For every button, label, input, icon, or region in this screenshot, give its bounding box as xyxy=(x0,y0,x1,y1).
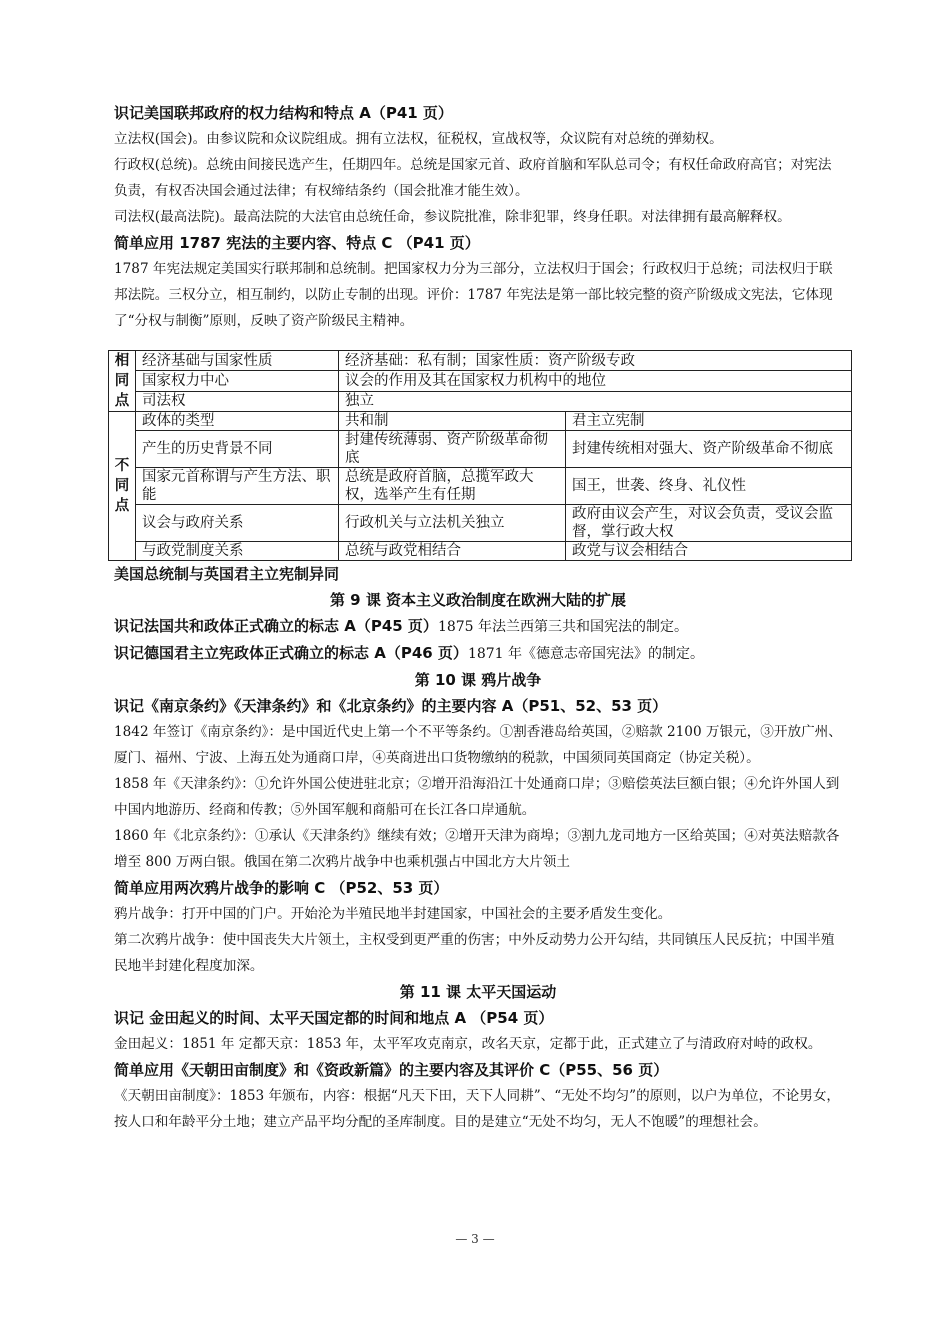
section-heading: 识记《南京条约》《天津条约》和《北京条约》的主要内容 A（P51、52、53 页） xyxy=(114,697,668,715)
heading-text: 识记法国共和政体正式确立的标志 A（P45 页） xyxy=(114,617,438,635)
paragraph: 鸦片战争：打开中国的门户。开始沦为半殖民地半封建国家，中国社会的主要矛盾发生变化。 xyxy=(114,906,672,922)
paragraph: 1860 年《北京条约》：①承认《天津条约》继续有效；②增开天津为商埠；③割九龙司地方一区给英国；④对英法赔款各增至 800 万两白银。俄国在第二次鸦片战争中也乘机强占中国北方大片领土 xyxy=(114,828,840,870)
table-cell: 君主立宪制 xyxy=(566,412,852,431)
table-cell: 经济基础与国家性质 xyxy=(136,351,339,371)
paragraph: 《天朝田亩制度》：1853 年颁布，内容：根据“凡天下田，天下人同耕”、“无处不均匀”的原则，以户为单位，不论男女，按人口和年龄平分土地；建立产品平均分配的圣库制度。目的是建立“无处不均匀，无人不饱暖”的理想社会。 xyxy=(114,1088,841,1130)
table-cell: 政党与议会相结合 xyxy=(566,542,852,561)
inline-answer: 1875 年法兰西第三共和国宪法的制定。 xyxy=(437,619,689,635)
paragraph: 司法权(最高法院)。最高法院的大法官由总统任命，参议院批准，除非犯罪，终身任职。对法律拥有最高解释权。 xyxy=(114,209,791,225)
table-cell: 总统与政党相结合 xyxy=(339,542,566,561)
paragraph: 金田起义：1851 年 定都天京：1853 年，太平军攻克南京，改名天京，定都于此，正式建立了与清政府对峙的政权。 xyxy=(114,1036,822,1052)
table-cell: 总统是政府首脑，总揽军政大权，选举产生有任期 xyxy=(339,468,566,505)
lesson-title: 第 11 课 太平天国运动 xyxy=(399,983,557,1001)
section-heading: 简单应用《天朝田亩制度》和《资政新篇》的主要内容及其评价 C（P55、56 页） xyxy=(114,1061,669,1079)
table-cell: 政体的类型 xyxy=(136,412,339,431)
document-page xyxy=(114,100,842,1135)
table-cell: 议会与政府关系 xyxy=(136,505,339,542)
table-caption: 美国总统制与英国君主立宪制异同 xyxy=(114,565,340,583)
table-cell: 议会的作用及其在国家权力机构中的地位 xyxy=(339,371,852,391)
table-row xyxy=(109,412,852,431)
lesson-title: 第 10 课 鸦片战争 xyxy=(414,671,542,689)
table-row xyxy=(109,391,852,411)
page-number: — 3 — xyxy=(455,1232,495,1246)
table-cell: 国家权力中心 xyxy=(136,371,339,391)
section-heading: 识记美国联邦政府的权力结构和特点 A（P41 页） xyxy=(114,104,453,122)
table-cell: 行政机关与立法机关独立 xyxy=(339,505,566,542)
comparison-table xyxy=(108,350,852,561)
table-cell: 独立 xyxy=(339,391,852,411)
table-cell: 与政党制度关系 xyxy=(136,542,339,561)
section-heading xyxy=(114,640,842,667)
table-cell: 司法权 xyxy=(136,391,339,411)
table-cell: 国家元首称谓与产生方法、职能 xyxy=(136,468,339,505)
paragraph: 1858 年《天津条约》：①允许外国公使进驻北京；②增开沿海沿江十处通商口岸；③赔偿英法巨额白银；④允许外国人到中国内地游历、经商和传教；⑤外国军舰和商船可在长江各口岸通航。 xyxy=(114,776,840,818)
table-row xyxy=(109,505,852,542)
table-row xyxy=(109,371,852,391)
paragraph: 1842 年签订《南京条约》：是中国近代史上第一个不平等条约。①割香港岛给英国，②赔款 2100 万银元，③开放广州、厦门、福州、宁波、上海五处为通商口岸，④英商进出口货物缴纳的税款，中国须同英国商定（协定关税）。 xyxy=(114,724,842,766)
table-cell: 国王，世袭、终身、礼仪性 xyxy=(566,468,852,505)
table-row xyxy=(109,542,852,561)
table-row xyxy=(109,351,852,371)
paragraph: 第二次鸦片战争：使中国丧失大片领土，主权受到更严重的伤害；中外反动势力公开勾结，共同镇压人民反抗；中国半殖民地半封建化程度加深。 xyxy=(114,932,835,974)
paragraph: 1787 年宪法规定美国实行联邦制和总统制。把国家权力分为三部分，立法权归于国会；行政权归于总统；司法权归于联邦法院。三权分立，相互制约，以防止专制的出现。评价：1787 年宪法是第一部比较完整的资产阶级成文宪法，它体现了“分权与制衡”原则，反映了资产阶级民主精神。 xyxy=(114,261,833,329)
table-cell: 产生的历史背景不同 xyxy=(136,431,339,468)
diff-points-label: 不同点 xyxy=(109,412,136,561)
paragraph: 立法权(国会)。由参议院和众议院组成。拥有立法权，征税权，宣战权等，众议院有对总统的弹劾权。 xyxy=(114,131,723,147)
section-heading: 简单应用 1787 宪法的主要内容、特点 C （P41 页） xyxy=(114,234,480,252)
section-heading xyxy=(114,613,842,640)
table-row xyxy=(109,431,852,468)
inline-answer: 1871 年《德意志帝国宪法》的制定。 xyxy=(467,646,705,662)
same-points-label: 相同点 xyxy=(109,351,136,412)
table-row xyxy=(109,468,852,505)
table-cell: 政府由议会产生，对议会负责，受议会监督，掌行政大权 xyxy=(566,505,852,542)
paragraph: 行政权(总统)。总统由间接民选产生，任期四年。总统是国家元首、政府首脑和军队总司令；有权任命政府高官；对宪法负责，有权否决国会通过法律；有权缔结条约（国会批准才能生效）。 xyxy=(114,157,832,199)
heading-text: 识记德国君主立宪政体正式确立的标志 A（P46 页） xyxy=(114,644,468,662)
table-cell: 封建传统薄弱、资产阶级革命彻底 xyxy=(339,431,566,468)
table-cell: 封建传统相对强大、资产阶级革命不彻底 xyxy=(566,431,852,468)
table-cell: 经济基础：私有制；国家性质：资产阶级专政 xyxy=(339,351,852,371)
table-cell: 共和制 xyxy=(339,412,566,431)
section-heading: 简单应用两次鸦片战争的影响 C （P52、53 页） xyxy=(114,879,449,897)
section-heading: 识记 金田起义的时间、太平天国定都的时间和地点 A （P54 页） xyxy=(114,1009,554,1027)
lesson-title: 第 9 课 资本主义政治制度在欧洲大陆的扩展 xyxy=(329,591,627,609)
